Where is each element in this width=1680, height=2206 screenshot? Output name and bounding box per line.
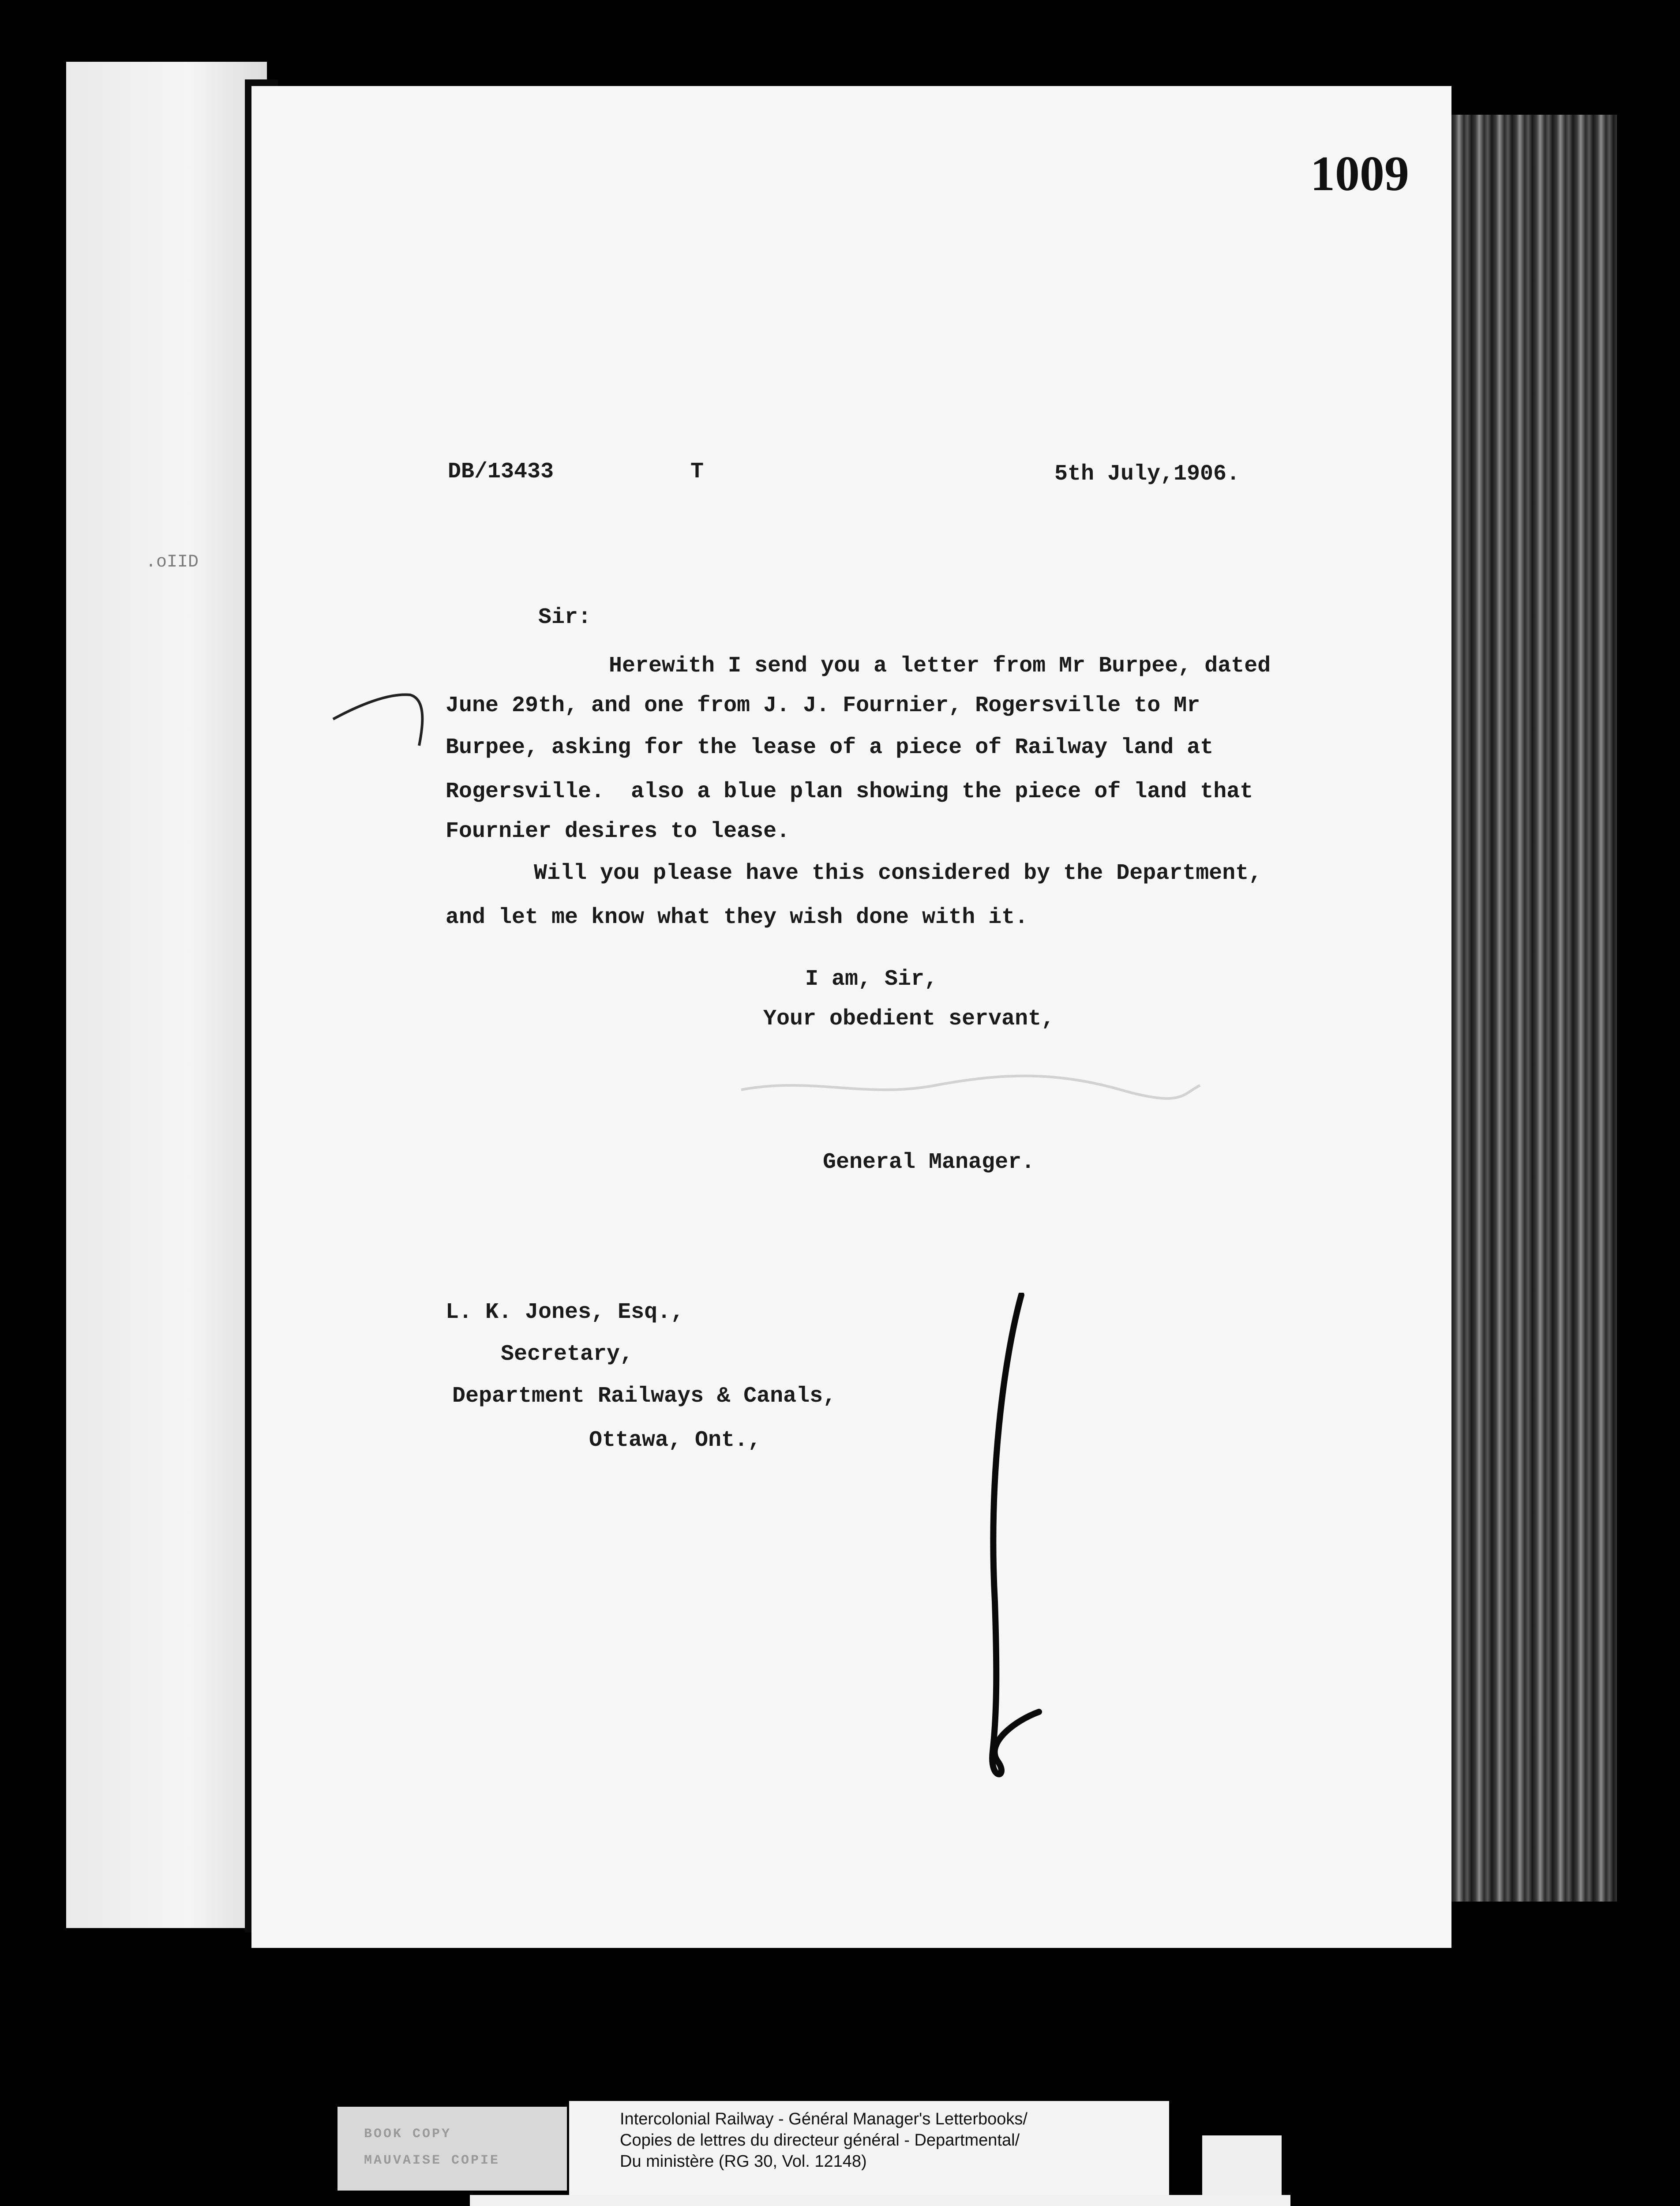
letter-date: 5th July,1906.	[1054, 461, 1240, 487]
caption-line: Copies de lettres du directeur général - Departmental/	[620, 2131, 1020, 2150]
book-copy-label	[338, 2107, 567, 2191]
body-line: Burpee, asking for the lease of a piece of Railway land at	[446, 735, 1214, 760]
body-line: Rogersville. also a blue plan showing the piece of land that	[446, 779, 1253, 804]
mauvaise-copie-text: MAUVAISE COPIE	[364, 2153, 500, 2168]
faint-signature	[724, 1059, 1209, 1112]
body-line: Herewith I send you a letter from Mr Burpee, dated	[609, 653, 1271, 679]
caption-line: Du ministère (RG 30, Vol. 12148)	[620, 2152, 867, 2171]
body-line: Fournier desires to lease.	[446, 819, 790, 844]
body-line: and let me know what they wish done with it.	[446, 905, 1028, 930]
left-page-fragment: .oIID	[146, 552, 199, 572]
recipient-line: Department Railways & Canals,	[452, 1384, 836, 1409]
signature-title: General Manager.	[823, 1150, 1035, 1175]
body-line: June 29th, and one from J. J. Fournier, Rogersville to Mr	[446, 693, 1200, 718]
recipient-line: L. K. Jones, Esq.,	[446, 1300, 684, 1325]
reference-number: DB/13433	[448, 459, 554, 484]
closing-line: Your obedient servant,	[763, 1006, 1055, 1032]
closing-line: I am, Sir,	[805, 967, 938, 992]
book-page-edges	[1451, 115, 1617, 1902]
left-page-edge	[66, 62, 267, 1928]
file-marker: T	[690, 459, 704, 484]
margin-pen-mark	[331, 679, 428, 759]
recipient-line: Ottawa, Ont.,	[589, 1428, 761, 1453]
caption-line: Intercolonial Railway - Général Manager's Letterbooks/	[620, 2110, 1028, 2128]
book-copy-text: BOOK COPY	[364, 2127, 452, 2142]
recipient-line: Secretary,	[501, 1342, 634, 1367]
pen-stroke-mark	[962, 1293, 1050, 1787]
salutation: Sir:	[538, 605, 592, 630]
page-number: 1009	[1310, 146, 1409, 201]
collection-caption	[569, 2101, 1169, 2200]
public-archives-stamp	[470, 2195, 1290, 2206]
body-line: Will you please have this considered by the Department,	[534, 861, 1262, 886]
